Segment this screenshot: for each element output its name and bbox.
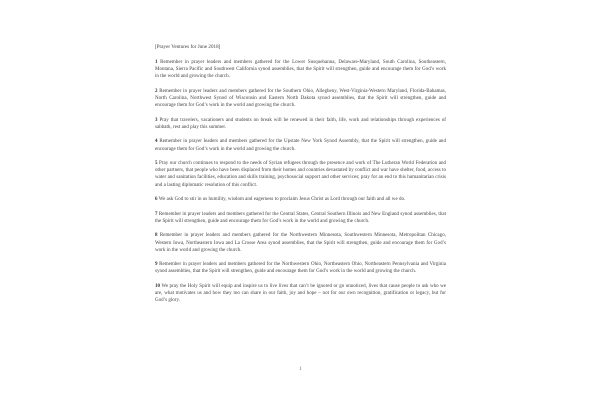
prayer-entry (155, 261, 446, 276)
prayer-entry (155, 196, 446, 203)
prayer-entry (155, 232, 446, 254)
prayer-entry (155, 211, 446, 226)
entry-text: Pray that travelers, vacationers and students on break will be renewed in their faith, life, work and relationships through experiences of sabbath, rest and play this summer. (155, 117, 446, 130)
prayer-entry (155, 59, 446, 81)
entry-number: 6 (155, 197, 158, 203)
page-number: 1 (299, 367, 302, 372)
entry-text: We ask God to stir in us humility, wisdom and eagerness to proclaim Jesus Christ as Lord through our faith and all we do. (158, 197, 406, 203)
entry-number: 4 (155, 139, 158, 145)
prayer-entry (155, 283, 446, 305)
prayer-entry (155, 88, 446, 110)
document-title: [Prayer Ventures for June 2018] (155, 45, 221, 50)
entry-number: 2 (155, 88, 158, 94)
entry-number: 1 (155, 59, 158, 65)
prayer-entry (155, 117, 446, 132)
entry-number: 3 (155, 117, 158, 123)
entry-text: Remember in prayer leaders and members gathered for the Northwestern Minnesota, Southwestern Minnesota, Metropolitan Chicago, Western Iowa, Northeastern Iowa and La Crosse Area synod assemblies, that the Spirit will strengthen, guide and encourage them for God’s work in the world and growing the church. (155, 233, 446, 253)
prayer-entry (155, 160, 446, 189)
entry-number: 5 (155, 160, 158, 166)
prayer-entry (155, 138, 446, 153)
entry-text: Remember in prayer leaders and members gathered for the Northwestern Ohio, Northeastern Ohio, Northeastern Pennsylvania and Virginia synod assemblies, that the Spirit will strengthen, guide and encourage them for God’s work in the world and growing the church. (155, 262, 447, 275)
entry-text: We pray the Holy Spirit will equip and inspire us to live lives that can’t be ignored or go unnoticed, lives that cause people to ask who we are, what motivates us and how they too can share in our faith, joy and hope – not for our own recognition, gratification or legacy, but for God’s glory. (155, 283, 446, 304)
entry-number: 7 (155, 211, 158, 217)
entry-number: 9 (155, 262, 158, 268)
entry-number: 10 (155, 283, 161, 289)
entry-text: Remember in prayer leaders and members gathered for the Upstate New York Synod Assembly, that the Spirit will strengthen, guide and encourage them for God’s work in the world and growing the church. (155, 139, 446, 152)
entry-number: 8 (155, 233, 158, 239)
page-footer (155, 357, 446, 375)
entry-text: Remember in prayer leaders and members gathered for the Southern Ohio, Allegheny, West-Virginia-Western Maryland, Florida-Bahamas, North Carolina, Northwest Synod of Wisconsin and Eastern North Dakota synod assemblies, that the Spirit will strengthen, guide and encourage them for God’s work in the world and growing the church. (155, 88, 446, 109)
document-body (155, 44, 446, 305)
entry-text: Pray our church continues to respond to the needs of Syrian refugees through the presence and work of The Lutheran World Federation and other partners, that people who have been displaced from their homes and countries devastated by conflict and war have shelter, food, access to water and sanitation facilities, education and skills training, psychosocial support and other services; pray for an end to this humanitarian crisis and a lasting diplomatic resolution of this conflict. (155, 160, 446, 188)
entry-text: Remember in prayer leaders and members gathered for the Lower Susquehanna, Delaware-Maryland, South Carolina, Southeastern, Montana, Sierra Pacific and Southwest California synod assemblies, that the Spirit will strengthen, guide and encourage them for God’s work in the world and growing the church. (155, 59, 446, 80)
entry-text: Remember in prayer leaders and members gathered for the Central States, Central Southern Illinois and New England synod assemblies, that the Spirit will strengthen, guide and encourage them for God’s work in the world and growing the church. (155, 211, 446, 224)
